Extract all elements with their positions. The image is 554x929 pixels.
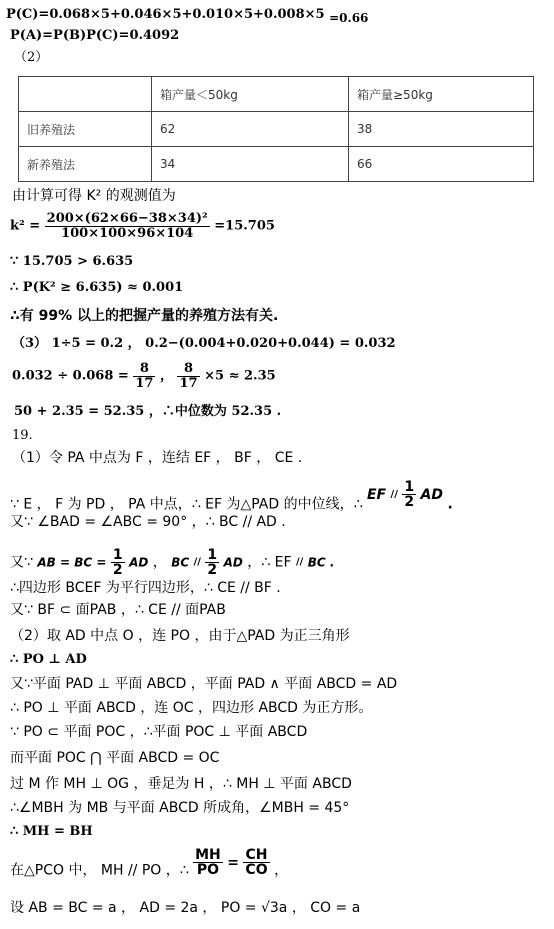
part3-line-c: 50 + 2.35 = 52.35 ，∴中位数为 52.35 .: [14, 404, 282, 419]
q19-line-4: [10, 548, 334, 577]
parallel-equal-symbol: [391, 489, 398, 500]
conclusion: ∴有 99% 以上的把握产量的养殖方法有关.: [10, 308, 279, 324]
half-num: 1: [404, 479, 415, 495]
k2-result: =15.705: [214, 218, 275, 234]
table-row: [19, 147, 534, 182]
q19-4g: ，∴ EF: [247, 554, 292, 571]
parallel-symbol-3: //: [296, 556, 304, 568]
half-den-2: 2: [112, 562, 123, 578]
pa-line: P(A)=P(B)P(C)=0.4092: [10, 28, 180, 43]
ratio-equals: =: [227, 854, 239, 871]
k2-formula: [10, 212, 275, 241]
q19-4a: 又∵: [10, 554, 33, 571]
q19-4f: AD: [223, 555, 243, 570]
half-den: 2: [404, 494, 415, 510]
part3-frac-num: 8: [133, 362, 155, 377]
k2-denominator: 100×100×96×104: [61, 226, 194, 241]
table-cell: 38: [349, 112, 534, 147]
q19-2a: ∵ E ， F 为 PD ， PA 中点，∴ EF 为△PAD 的中位线，∴: [10, 496, 363, 513]
part3-b2: ，: [159, 368, 173, 384]
part3-line-a: （3） 1÷5 = 0.2 ， 0.2−(0.004+0.020+0.044) = 0.032: [12, 336, 396, 351]
q19-number: 19.: [12, 428, 33, 443]
q19-16a: 在△PCO 中， MH // PO ，∴: [10, 862, 189, 879]
half-den-3: 2: [207, 562, 218, 578]
q19-4e: BC: [171, 555, 190, 570]
q19-line-5: ∴四边形 BCEF 为平行四边形，∴ CE // BF .: [10, 580, 281, 596]
table-row: [19, 112, 534, 147]
q19-16b: ，: [274, 862, 289, 879]
k2-intro: 由计算可得 K² 的观测值为: [12, 188, 176, 204]
q19-line-3: 又∵ ∠BAD = ∠ABC = 90° ，∴ BC // AD .: [10, 514, 286, 530]
q19-line-12: 而平面 POC ⋂ 平面 ABCD = OC: [10, 750, 220, 766]
since-line: ∵ 15.705 > 6.635: [10, 254, 134, 269]
ratio-num-2: CH: [243, 848, 269, 863]
part3-frac-num-2: 8: [177, 362, 199, 377]
table-header-row: [19, 77, 534, 112]
ratio-fraction-1: [193, 848, 223, 877]
part3-b3: ×5 ≈ 2.35: [204, 368, 276, 384]
q19-line-16: [10, 847, 289, 885]
pc-result: =0.66: [329, 11, 369, 25]
part3-b1: 0.032 ÷ 0.068 =: [12, 368, 129, 384]
pc-formula: [6, 6, 368, 23]
contingency-table: [18, 76, 534, 182]
q19-line-7: （2）取 AD 中点 O ，连 PO ，由于△PAD 为正三角形: [10, 628, 350, 644]
q19-4d: ，: [152, 554, 167, 571]
q19-line-17: 设 AB = BC = a ， AD = 2a ， PO = √3a ， CO = a: [10, 900, 361, 916]
q19-4c: AD: [129, 555, 149, 570]
ratio-num-1: MH: [195, 847, 221, 863]
k2-numerator: 200×(62×66−38×34)²: [46, 211, 208, 226]
q19-line-13: 过 M 作 MH ⊥ OG ，垂足为 H ，∴ MH ⊥ 平面 ABCD: [10, 776, 352, 792]
table-header-cell: [19, 77, 152, 112]
table-header-cell: 箱产量≥50kg: [349, 77, 534, 112]
table-cell: 62: [152, 112, 349, 147]
half-num-3: 1: [207, 547, 218, 563]
half-fraction: [402, 480, 416, 509]
table-cell: 新养殖法: [19, 147, 152, 182]
q19-line-11: ∵ PO ⊂ 平面 POC ，∴平面 POC ⊥ 平面 ABCD: [10, 724, 308, 740]
part3-frac-den-2: 17: [179, 376, 198, 391]
table-cell: 34: [152, 147, 349, 182]
q19-2d: .: [447, 496, 453, 513]
ratio-den-2: CO: [245, 862, 268, 878]
part3-line-b: [12, 362, 276, 391]
half-num-2: 1: [112, 547, 123, 563]
q19-2c: AD: [420, 486, 443, 503]
q19-4h: BC .: [307, 555, 335, 570]
part3-frac-den: 17: [135, 376, 154, 391]
part3-fraction-2: [177, 362, 199, 391]
ratio-den-1: PO: [196, 862, 220, 878]
q19-4b: AB = BC =: [37, 555, 107, 570]
q19-line-14: ∴∠MBH 为 MB 与平面 ABCD 所成角，∠MBH = 45°: [10, 800, 350, 816]
pc-formula-text: P(C)=0.068×5+0.046×5+0.010×5+0.008×5: [6, 7, 325, 22]
q19-line-10: ∴ PO ⊥ 平面 ABCD ，连 OC ，四边形 ABCD 为正方形。: [10, 700, 373, 716]
part2-label: （2）: [14, 50, 49, 65]
q19-line-8: ∴ PO ⊥ AD: [10, 652, 87, 667]
q19-line-15: ∴ MH = BH: [10, 824, 93, 839]
q19-line-9: 又∵平面 PAD ⊥ 平面 ABCD ，平面 PAD ∧ 平面 ABCD = AD: [10, 676, 398, 692]
table-header-cell: 箱产量＜50kg: [152, 77, 349, 112]
table-cell: 旧养殖法: [19, 112, 152, 147]
half-fraction-2: [111, 548, 125, 577]
q19-line-1: （1）令 PA 中点为 F ，连结 EF ， BF ， CE .: [12, 450, 303, 466]
para-sym: //: [390, 488, 398, 500]
q19-2b: EF: [366, 486, 387, 503]
parallel-symbol-2: //: [193, 556, 201, 568]
ratio-fraction-2: [243, 848, 269, 877]
prob-line: ∴ P(K² ≥ 6.635) ≈ 0.001: [10, 280, 184, 295]
part3-fraction: [133, 362, 155, 391]
k2-lhs: k² =: [10, 218, 41, 234]
k2-fraction: [45, 212, 210, 241]
half-fraction-3: [205, 548, 219, 577]
q19-line-6: 又∵ BF ⊂ 面PAB ，∴ CE // 面PAB: [10, 602, 226, 618]
table-cell: 66: [349, 147, 534, 182]
